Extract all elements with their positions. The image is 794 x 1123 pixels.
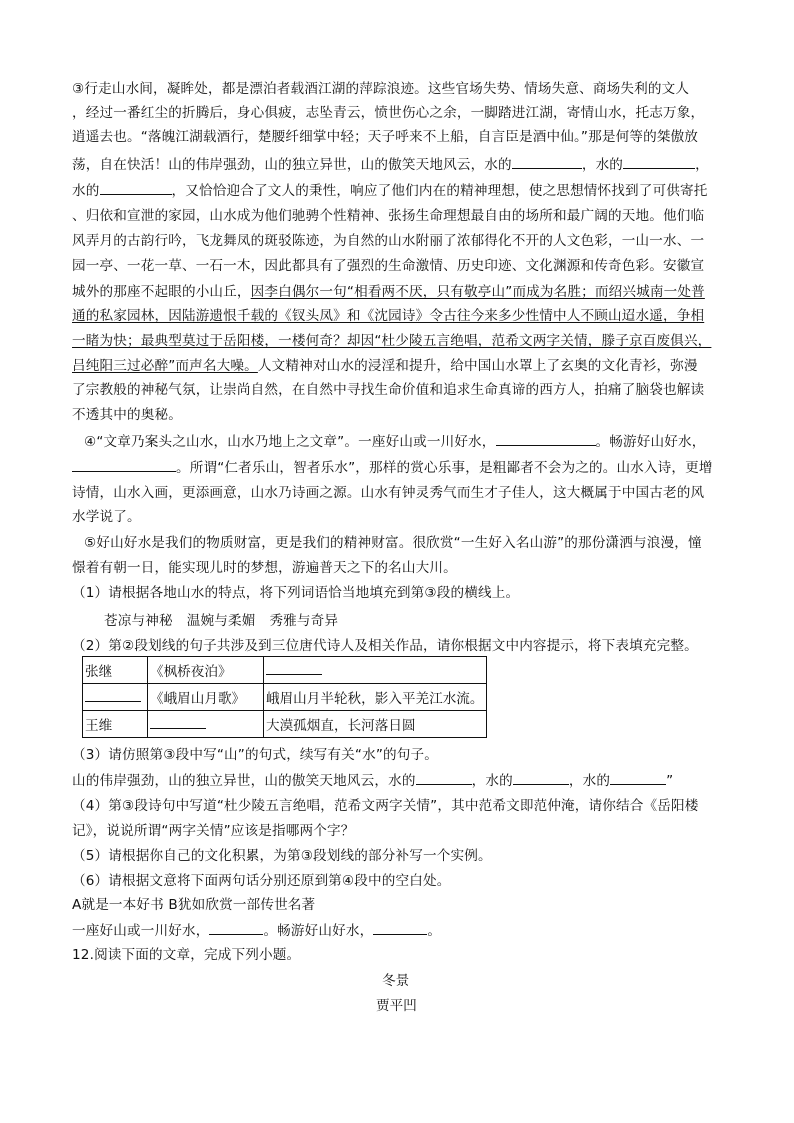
table-row: [83, 711, 487, 738]
para4-line-3: 诗情，山水入画，更添画意，山水乃诗画之源。山水有钟灵秀气而生才子佳人，这大概属于中国古老的风: [72, 485, 705, 501]
q3-line: [72, 771, 673, 790]
q1-option-1: 苍凉与神秘: [104, 613, 173, 629]
table-blank-2[interactable]: [85, 688, 141, 702]
article-author: 贾平凹: [376, 998, 417, 1014]
q3-line-c: ，水的: [568, 773, 611, 789]
question-1: （1）请根据各地山水的特点，将下列词语恰当地填充到第③段的横线上。: [72, 585, 520, 601]
para3-line-14: 了宗教般的神秘气氛，让崇尚自然，在自然中寻找生命价值和追求生命真谛的西方人，拍痛了脑袋也解读: [72, 382, 705, 398]
table-cell[interactable]: [148, 711, 264, 738]
question-12: 12.阅读下面的文章，完成下列小题。: [72, 947, 301, 963]
q6-line-a: 一座好山或一川好水，: [72, 923, 210, 939]
q6-blank-2[interactable]: [373, 921, 427, 935]
table-blank-1[interactable]: [266, 661, 322, 675]
q3-line-b: ，水的: [471, 773, 513, 789]
question-4-line-2: 记》，说说所谓“两字关情”应该是指哪两个字？: [72, 823, 355, 839]
q1-option-2: 温婉与柔媚: [186, 613, 256, 629]
table-cell: 峨眉山月半轮秋，影入平羌江水流。: [264, 684, 487, 711]
table-cell: 大漠孤烟直，长河落日圆: [264, 711, 487, 738]
para3-line-4-comma: ，: [581, 157, 596, 173]
q3-blank-2[interactable]: [513, 771, 569, 785]
para4-line-4: 水学说了。: [72, 509, 141, 525]
para3-line-6: 、归依和宣泄的家园，山水成为他们驰骋个性精神、张扬生命理想最自由的场所和最广阔的天地。他们临: [72, 208, 705, 224]
table-row: [83, 684, 487, 711]
para3-line-2: ，经过一番红尘的折腾后，身心俱疲，志坠青云，愤世伤心之余，一脚踏进江湖，寄情山水，托志万象，: [72, 105, 705, 121]
para4-line-1-text: ④“文章乃案头之山水，山水乃地上之文章”。一座好山或一川好水，: [84, 434, 496, 450]
blank-4a[interactable]: [496, 432, 596, 446]
para3-line-5-text: 水的: [72, 183, 100, 199]
para3-line-4-text-b: 水的: [595, 157, 624, 173]
table-cell: 王维: [83, 711, 148, 738]
para3-line-13: [72, 357, 698, 375]
underlined-sentence-4: 吕纯阳三过必醉”而声名大噪。: [72, 358, 258, 374]
para3-line-1: ③行走山水间，凝眸处，都是漂泊者载酒江湖的萍踪浪迹。这些官场失势、情场失意、商场失利的文人: [72, 81, 690, 97]
table-row: [83, 657, 487, 684]
question-2: （2）第②段划线的句子共涉及到三位唐代诗人及相关作品，请你根据文中内容提示，将下表填充完整。: [72, 638, 698, 654]
q6-line-end: 。: [427, 923, 442, 939]
para3-line-4-text: 荡，自在快活！山的伟岸强劲，山的独立异世，山的傲笑天地风云，水的: [72, 157, 512, 173]
q1-options: [104, 612, 338, 630]
para3-line-5-end: ，又恰恰迎合了文人的秉性，响应了他们内在的精神理想，使之思想情怀找到了可供寄托: [171, 183, 708, 199]
q3-line-a: 山的伟岸强劲，山的独立异世，山的傲笑天地风云，水的: [72, 773, 416, 789]
table-cell: 《峨眉山月歌》: [148, 684, 264, 711]
table-cell: 张继: [83, 657, 148, 684]
question-6: （6）请根据文意将下面两句话分别还原到第④段中的空白处。: [72, 873, 451, 889]
q3-line-end: ”: [666, 773, 674, 789]
para3-line-9-text: 城外的那座不起眼的小山丘，: [72, 284, 251, 300]
para5-line-2: 憬着有朝一日，能实现儿时的梦想，游遍普天之下的名山大川。: [72, 560, 457, 576]
para3-line-3: 逍遥去也。“落魄江湖载酒行，楚腰纤细掌中轻；天子呼来不上船，自言臣是酒中仙。”那是何等的桀傲放: [72, 129, 699, 145]
para4-line-1: [84, 432, 706, 451]
table-cell[interactable]: [83, 684, 148, 711]
underlined-sentence-1: 因李白偶尔一句“相看两不厌，只有敬亭山”而成为名胜；而绍兴城南一处普: [250, 284, 705, 300]
table-cell[interactable]: [264, 657, 487, 684]
blank-3c[interactable]: [100, 181, 172, 195]
para3-line-9: [72, 283, 705, 301]
poet-table: [82, 656, 487, 738]
table-cell: 《枫桥夜泊》: [148, 657, 264, 684]
q6-options: A就是一本好书 B犹如欣赏一部传世名著: [72, 897, 316, 913]
para3-line-15: 不透其中的奥秘。: [72, 407, 182, 423]
para3-line-5: [72, 181, 708, 200]
question-5: （5）请根据你自己的文化积累，为第③段划线的部分补写一个实例。: [72, 848, 492, 864]
para3-line-7: 风弄月的古韵行吟，飞龙舞凤的斑驳陈迹，为自然的山水附丽了浓郁得化不开的人文色彩，一山一水、一: [72, 233, 705, 249]
q1-option-3: 秀雅与奇异: [269, 613, 339, 629]
q6-blank-1[interactable]: [209, 921, 263, 935]
para3-line-4-comma-b: ，: [695, 157, 709, 173]
blank-3b[interactable]: [623, 155, 695, 169]
blank-4b[interactable]: [72, 458, 176, 472]
question-3: （3）请仿照第③段中写“山”的句式，续写有关“水”的句子。: [72, 747, 439, 763]
para5-line-1: ⑤好山好水是我们的物质财富，更是我们的精神财富。很欣赏“一生好入名山游”的那份潇洒与浪漫，憧: [84, 535, 702, 551]
para3-line-4: [72, 155, 709, 174]
blank-3a[interactable]: [512, 155, 582, 169]
q6-line: [72, 921, 441, 940]
underlined-sentence-2: 通的私家园林，因陆游遗恨千载的《钗头凤》和《沈园诗》令古往今来多少性情中人不顾山迢水遥，争相: [72, 308, 705, 324]
para4-line-1-end: 。畅游好山好水，: [595, 434, 706, 450]
para4-line-2-text: 。所谓“仁者乐山，智者乐水”，那样的赏心乐事，是粗鄙者不会为之的。山水入诗，更增: [176, 460, 713, 476]
para4-line-2: [72, 458, 713, 477]
underlined-sentence-3: 一睹为快；最典型莫过于岳阳楼，一楼何奇？却因“杜少陵五言绝唱，范希文两字关情，滕子京百废俱兴，: [72, 333, 712, 349]
para3-line-8: 园一亭、一花一草、一石一木，因此都具有了强烈的生命激情、历史印迹、文化渊源和传奇色彩。安徽宣: [72, 258, 705, 274]
table-blank-3[interactable]: [150, 715, 206, 729]
question-4-line-1: （4）第③段诗句中写道“杜少陵五言绝唱，范希文两字关情”，其中范希文即范仲淹，请你结合《岳阳楼: [72, 798, 699, 814]
article-title: 冬景: [382, 973, 410, 989]
q3-blank-1[interactable]: [416, 771, 472, 785]
q6-line-b: 。畅游好山好水，: [263, 923, 374, 939]
q3-blank-3[interactable]: [610, 771, 666, 785]
para3-line-13-text: 人文精神对山水的浸淫和提升，给中国山水罩上了玄奥的文化青衫，弥漫: [257, 358, 698, 374]
